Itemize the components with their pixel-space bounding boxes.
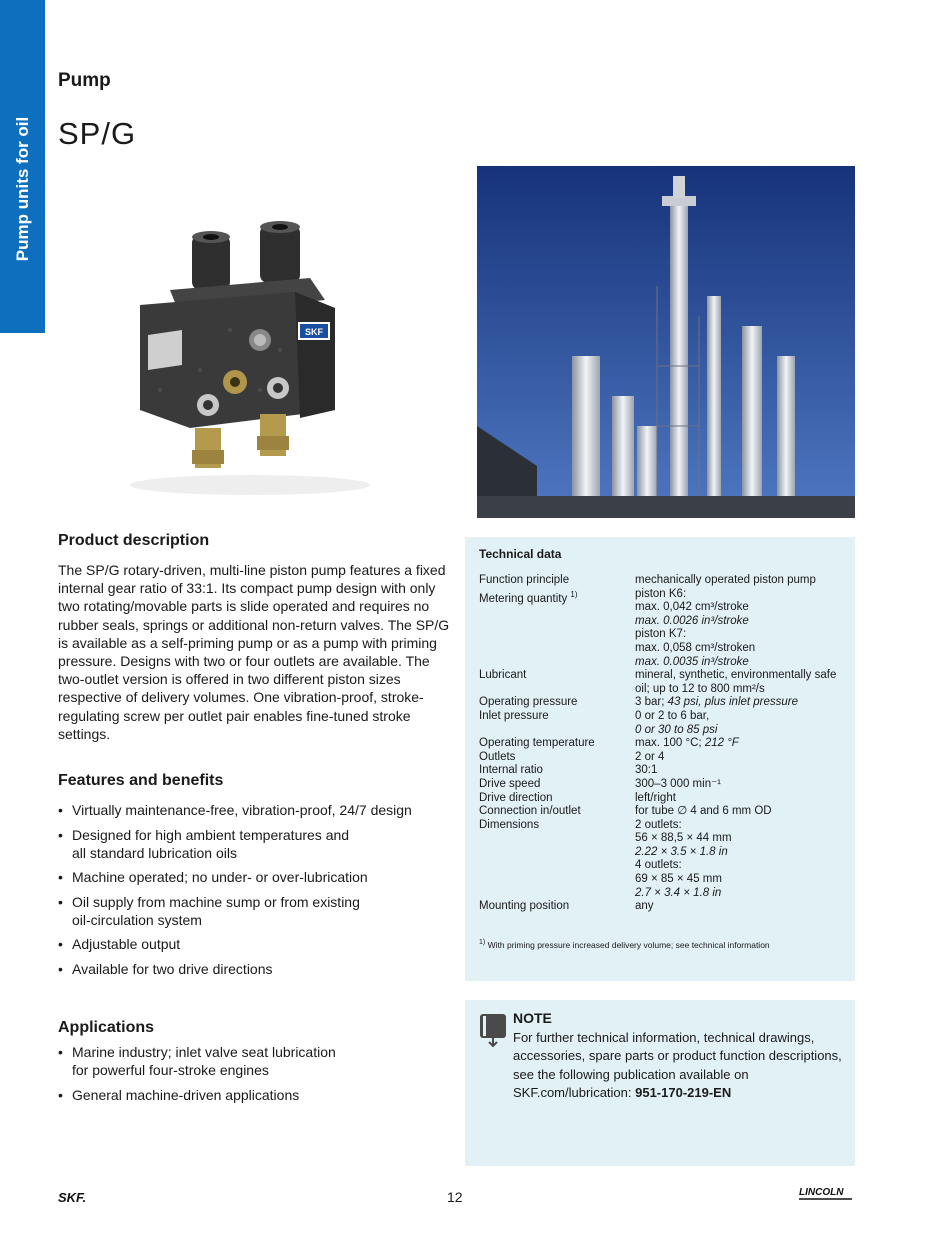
feature-item: • Virtually maintenance-free, vibration-proof, 24/7 design bbox=[58, 801, 450, 819]
tech-row-lubricant: Lubricant mineral, synthetic, environmentally safe oil; up to 12 to 800 mm²/s bbox=[479, 669, 837, 695]
tech-row-mounting-position: Mounting position any bbox=[479, 900, 654, 913]
note-title: NOTE bbox=[513, 1010, 552, 1026]
section-label: Pump bbox=[58, 70, 111, 91]
tech-row-dimensions: Dimensions 2 outlets: 56 × 88,5 × 44 mm 2.22 × 3.5 × 1.8 in 4 outlets: 69 × 85 × 45 mm 2.7 × 3.4 × 1.8 in bbox=[479, 818, 732, 899]
technical-data-panel bbox=[465, 537, 855, 981]
svg-text:SKF.: SKF. bbox=[58, 1190, 87, 1204]
note-panel bbox=[465, 1000, 855, 1166]
skf-logo bbox=[58, 1190, 104, 1204]
tech-row-drive-speed: Drive speed 300–3 000 min⁻¹ bbox=[479, 777, 721, 790]
features-list bbox=[58, 801, 450, 984]
tech-row-internal-ratio: Internal ratio 30:1 bbox=[479, 764, 658, 777]
feature-item: • Adjustable output bbox=[58, 935, 450, 953]
tech-row-outlets: Outlets 2 or 4 bbox=[479, 750, 665, 763]
page-number: 12 bbox=[447, 1189, 463, 1205]
features-heading: Features and benefits bbox=[58, 772, 224, 789]
tech-row-function-principle: Function principle mechanically operated piston pump bbox=[479, 574, 816, 586]
side-tab bbox=[0, 0, 45, 333]
feature-item: • Machine operated; no under- or over-lubrication bbox=[58, 868, 450, 886]
product-description-text: The SP/G rotary-driven, multi-line piston pump features a fixed internal gear ratio of 33:1. Its compact pump design with only two rotating/movable parts is slide operated and requires no rubber seals, springs or additional non-return valves. The SP/G is available as a self-priming pump or as a pump with priming pressure. Designs with two or four outlets are available. The two-outlet version is offered in two different piston sizes respective of delivery volumes. One vibration-proof, stroke-regulating screw per outlet pair enables fine-tuned stroke settings. bbox=[58, 562, 450, 742]
product-description-heading: Product description bbox=[58, 532, 210, 549]
svg-text:LINCOLN: LINCOLN bbox=[799, 1187, 844, 1198]
tech-row-operating-pressure: Operating pressure 3 bar; 43 psi, plus inlet pressure bbox=[479, 696, 799, 709]
book-icon bbox=[478, 1012, 508, 1048]
note-text: For further technical information, technical drawings, accessories, spare parts or product function descriptions, see the following publication available on SKF.com/lubrication: 951-170-219-EN bbox=[513, 1030, 842, 1101]
tech-row-connection: Connection in/outlet for tube ∅ 4 and 6 mm OD bbox=[479, 805, 772, 818]
application-item: • Marine industry; inlet valve seat lubrication for powerful four-stroke engines bbox=[58, 1043, 450, 1079]
tech-row-inlet-pressure: Inlet pressure 0 or 2 to 6 bar, 0 or 30 to 85 psi bbox=[479, 709, 718, 736]
product-photo bbox=[100, 200, 430, 500]
product-skf-label: SKF bbox=[305, 327, 323, 337]
technical-data-title: Technical data bbox=[479, 547, 562, 561]
page-title: SP/G bbox=[58, 116, 137, 151]
applications-heading: Applications bbox=[58, 1019, 155, 1036]
technical-data-footnote: $^{1)}$ With priming pressure increased delivery volume; see technical information bbox=[479, 939, 770, 950]
plant-photo bbox=[477, 166, 855, 518]
tech-row-metering-quantity: Metering quantity $^{1)}$ piston K6: max. 0,042 cm³/stroke max. 0.0026 in³/stroke piston K7: max. 0,058 cm³/stroken max. 0.0035 in³/stroke bbox=[479, 587, 756, 668]
lincoln-logo bbox=[798, 1184, 854, 1204]
application-item: • General machine-driven applications bbox=[58, 1086, 450, 1104]
publication-code: 951-170-219-EN bbox=[635, 1085, 732, 1101]
tech-row-operating-temperature: Operating temperature max. 100 °C; 212 °F bbox=[479, 737, 739, 750]
side-tab-label: Pump units for oil bbox=[12, 116, 32, 261]
tech-row-drive-direction: Drive direction left/right bbox=[479, 791, 676, 804]
applications-list bbox=[58, 1043, 450, 1110]
feature-item: • Oil supply from machine sump or from existing oil-circulation system bbox=[58, 893, 450, 929]
technical-data-table bbox=[479, 574, 849, 914]
feature-item: • Designed for high ambient temperatures and all standard lubrication oils bbox=[58, 826, 450, 862]
feature-item: • Available for two drive directions bbox=[58, 960, 450, 978]
